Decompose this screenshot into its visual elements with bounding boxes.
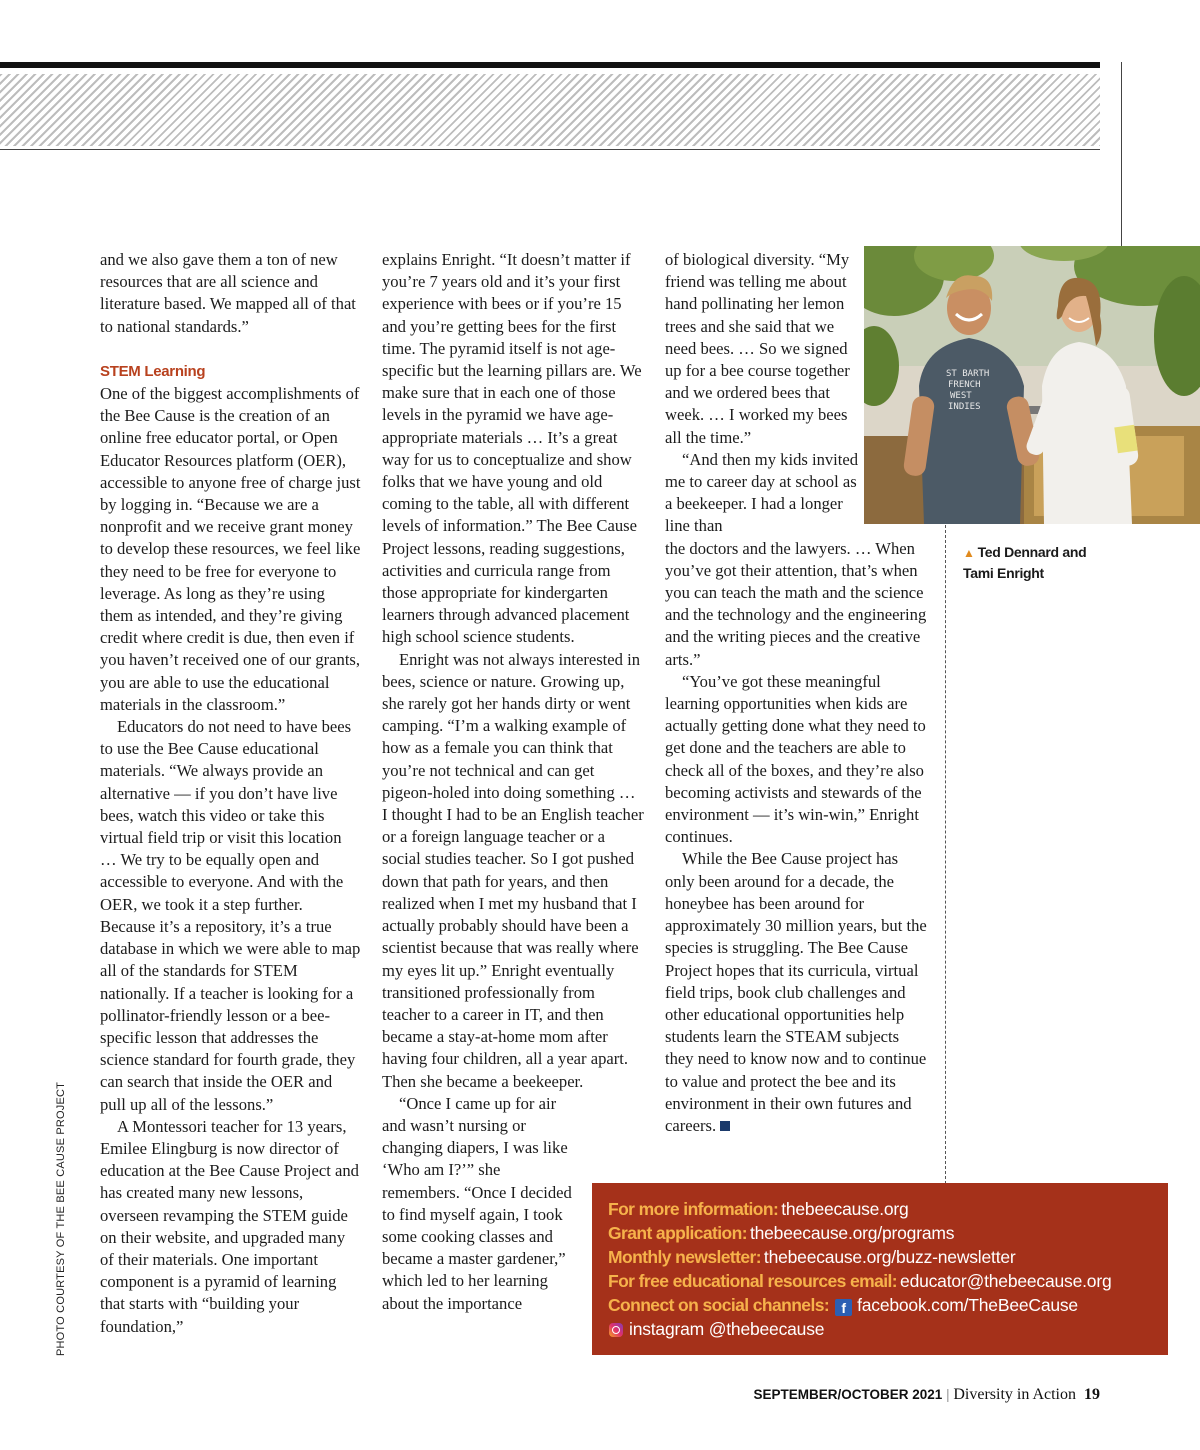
photo-credit: PHOTO COURTESY OF THE BEE CAUSE PROJECT [55, 1081, 67, 1356]
paragraph: of biological diversity. “My friend was telling me about hand pollinating her lemon trees and she said that we need bees. … So we signed up for a bee course together and we ordered bees that week. … I worked my bees all the time.” [665, 250, 850, 447]
caption-dotted-rule [945, 520, 946, 1184]
section-heading [100, 338, 362, 383]
instagram-link[interactable]: instagram @thebeecause [629, 1319, 825, 1339]
header-rule [0, 149, 1100, 150]
info-link[interactable]: thebeecause.org [781, 1199, 909, 1219]
page-number: 19 [1084, 1386, 1100, 1403]
magazine-name: Diversity in Action [953, 1386, 1076, 1403]
photo-credit-container [54, 1081, 74, 1356]
paragraph-text: While the Bee Cause project has only been around for a decade, the honeybee has been around for approximately 30 million years, but the species is struggling. The Bee Cause Project hopes that its curricula, virtual field trips, book club challenges and other educational opportunities help students learn the STEAM subjects they need to know now and to continue to value and protect the bee and its environment in their own futures and careers. [665, 849, 927, 1135]
paragraph: One of the biggest accomplishments of the Bee Cause is the creation of an online free educator portal, or Open Educator Resources platform (OER), accessible to anyone free of charge just by logging in. “Because we are a nonprofit and we receive grant money to develop these resources, we feel like they need to be free for everyone to leverage. As long as they’re using them as intended, and they’re giving credit where credit is due, then even if you haven’t received one of our grants, you are able to use the educational materials in the classroom.” [100, 384, 361, 714]
shirt-text-1: ST BARTH [946, 369, 990, 379]
photo-ted-and-tami [864, 246, 1200, 524]
article-column-2 [382, 249, 644, 1315]
shirt-text-2: FRENCH [948, 380, 981, 390]
resources-info-box [592, 1183, 1168, 1355]
info-link[interactable]: thebeecause.org/buzz-newsletter [763, 1247, 1016, 1267]
top-rule [0, 62, 1100, 68]
paragraph: “And then my kids invited me to career day at school as a beekeeper. I had a longer line than [665, 449, 859, 536]
subhead-stem-learning: STEM Learning [100, 362, 206, 380]
shirt-text-4: INDIES [948, 402, 981, 412]
photo-caption [963, 542, 1103, 583]
info-label: Connect on social channels: [608, 1295, 830, 1315]
paragraph: Enright was not always interested in bees, science or nature. Growing up, she rarely got her hands dirty or went camping. “I’m a walking example of how as a female you can think that you’re not technical and can get pigeon-holed into doing something … I thought I had to be an English teacher or a foreign language teacher or a social studies teacher. So I got pushed down that path for years, and then realized when I met my husband that I actually probably should have been a scientist because that was really where my eyes lit up.” Enright eventually transitioned professionally from teacher to a career in IT, and then became a stay-at-home mom after having four children, all a year apart. Then she became a beekeeper. [382, 649, 644, 1091]
info-row-grant-application [608, 1221, 1168, 1245]
footer-separator: | [946, 1387, 950, 1403]
info-label: For free educational resources email: [608, 1271, 898, 1291]
info-row-instagram [608, 1317, 1168, 1341]
info-link[interactable]: thebeecause.org/programs [749, 1223, 955, 1243]
paragraph: explains Enright. “It doesn’t matter if you’re 7 years old and it’s your first experience with bees or if you’re 15 and you’re getting bees for the first time. The pyramid itself is not age-specific but the learning pillars are. We make sure that in each one of those levels in the pyramid we have age-appropriate materials … It’s a great way for us to conceptualize and show folks that we have young and old coming to the table, all with different levels of information.” The Bee Cause Project lessons, reading suggestions, activities and curricula range from those appropriate for kindergarten learners through advanced placement high school science students. [382, 250, 642, 647]
article-column-1 [100, 249, 362, 1338]
info-row-newsletter [608, 1245, 1168, 1269]
info-label: For more information: [608, 1199, 779, 1219]
paragraph: “You’ve got these meaningful learning opportunities when kids are actually getting done what they need to get done and the teachers are able to check all of the boxes, and they’re also becoming activists and stewards of the environment — it’s win-win,” Enright continues. [665, 671, 926, 847]
instagram-icon [609, 1323, 623, 1337]
facebook-icon: f [835, 1299, 852, 1316]
caption-text: Ted Dennard and Tami Enright [963, 544, 1087, 581]
triangle-up-icon: ▲ [963, 546, 975, 560]
paragraph-final [665, 848, 927, 1137]
right-margin-rule [1121, 62, 1122, 246]
info-row-email [608, 1269, 1168, 1293]
paragraph: A Montessori teacher for 13 years, Emilee Elingburg is now director of education at the Bee Cause Project and has created many new lessons, overseen revamping the STEM guide on their website, and upgraded many of their materials. One important component is a pyramid of learning that starts with “building your foundation,” [100, 1116, 359, 1336]
info-label: Monthly newsletter: [608, 1247, 761, 1267]
issue-date: SEPTEMBER/OCTOBER 2021 [753, 1387, 943, 1402]
hatched-banner [0, 74, 1100, 146]
info-row-more-information [608, 1197, 1168, 1221]
paragraph: the doctors and the lawyers. … When you’ve got their attention, that’s when you can teach the math and the science and the technology and the engineering and the writing pieces and the creative arts.” [665, 538, 927, 669]
end-mark-icon [720, 1121, 730, 1131]
paragraph: Educators do not need to have bees to use the Bee Cause educational materials. “We always provide an alternative — if you don’t have live bees, watch this video or take this virtual field trip or visit this location … We try to be equally open and accessible to everyone. And with the OER, we took it a step further. Because it’s a repository, it’s a true database in which we were able to map all of the standards for STEM nationally. If a teacher is looking for a pollinator-friendly lesson or a bee-specific lesson that addresses the science standard for fourth grade, they can search that inside the OER and pull up all of the lessons.” [100, 717, 361, 1114]
facebook-link[interactable]: facebook.com/TheBeeCause [857, 1295, 1078, 1315]
paragraph: “Once I came up for air and wasn’t nursing or changing diapers, I was like ‘Who am I?’” she remembers. “Once I decided to find myself again, I took some cooking classes and became a master gardener,” which led to her learning about the importance [382, 1093, 572, 1313]
info-label: Grant application: [608, 1223, 747, 1243]
page-footer [754, 1384, 1100, 1406]
shirt-text-3: WEST [950, 391, 972, 401]
info-email-link[interactable]: educator@thebeecause.org [900, 1271, 1112, 1291]
paragraph: and we also gave them a ton of new resources that are all science and literature based. We mapped all of that to national standards.” [100, 250, 356, 336]
info-row-social [608, 1293, 1168, 1317]
